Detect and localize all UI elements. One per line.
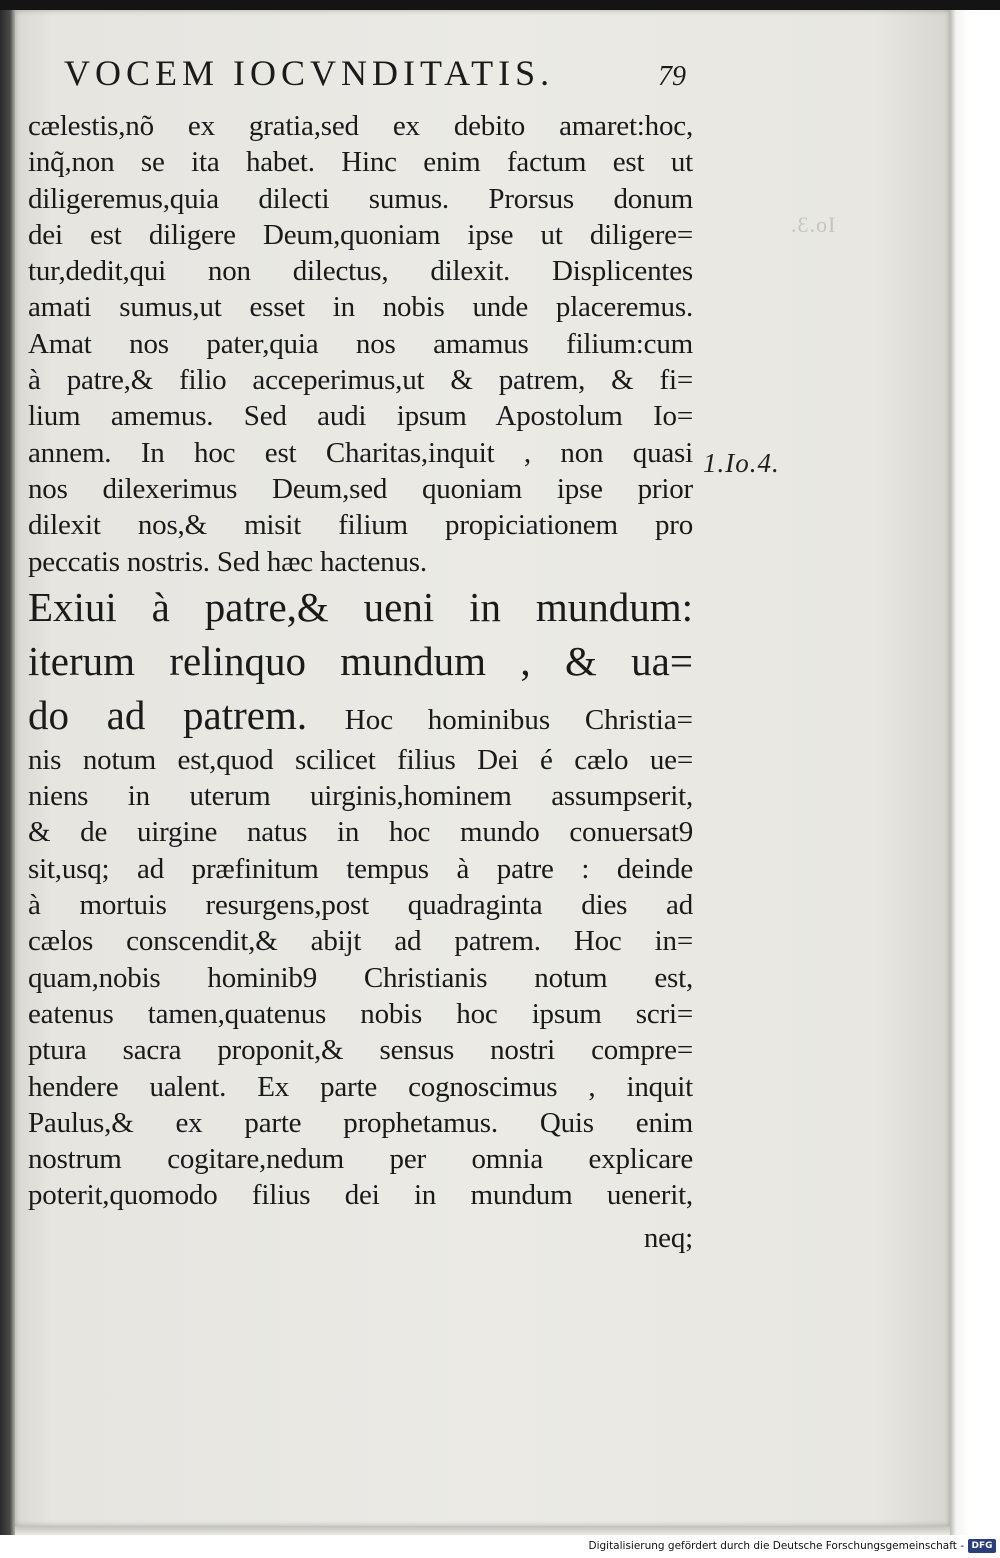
lemma-line-with-text — [28, 688, 693, 742]
text-line: eatenus tamen,quatenus nobis hoc ipsum scri= — [28, 997, 693, 1030]
catchword: neq; — [643, 1221, 693, 1254]
text-line: annem. In hoc est Charitas,inquit , non quasi — [28, 436, 693, 469]
text-line: à mortuis resurgens,post quadraginta dies ad — [28, 889, 693, 922]
text-line: dilexit nos,& misit filium propiciationem pro — [28, 509, 693, 542]
text-line: amati sumus,ut esset in nobis unde placeremus. — [28, 291, 693, 324]
text-line: cælos conscendit,& abijt ad patrem. Hoc in= — [28, 925, 693, 958]
page-number: 79 — [658, 61, 686, 92]
text-line: nostrum cogitare,nedum per omnia explicare — [28, 1143, 693, 1176]
show-through-text: Io.3. — [790, 212, 836, 237]
page-header — [64, 52, 694, 102]
page-right-margin — [950, 10, 1000, 1535]
text-line: à patre,& filio acceperimus,ut & patrem, & fi= — [28, 364, 693, 397]
text-line: lium amemus. Sed audi ipsum Apostolum Io= — [28, 400, 693, 433]
scan-top-band — [0, 0, 1000, 10]
lemma-line: Exiui à patre,& ueni in mundum: — [28, 583, 693, 630]
text-line: inq̃,non se ita habet. Hinc enim factum est ut — [28, 146, 693, 179]
text-line: poterit,quomodo filius dei in mundum uenerit, — [28, 1179, 693, 1212]
commentary-start: Hoc hominibus Christia= — [344, 703, 694, 736]
digitization-credit: Digitalisierung gefördert durch die Deutsche Forschungsgemeinschaft - — [588, 1540, 964, 1552]
text-line: niens in uterum uirginis,hominem assumpserit, — [28, 780, 693, 813]
text-line: Paulus,& ex parte prophetamus. Quis enim — [28, 1106, 693, 1139]
text-line: Amat nos pater,quia nos amamus filium:cum — [28, 327, 693, 360]
text-line: cælestis,nõ ex gratia,sed ex debito amaret:hoc, — [28, 110, 693, 142]
text-line: tur,dedit,qui non dilectus, dilexit. Displicentes — [28, 255, 693, 288]
lemma-line: iterum relinquo mundum , & ua= — [28, 637, 693, 684]
running-title: VOCEM IOCVNDITATIS. — [64, 53, 555, 93]
text-line: hendere ualent. Ex parte cognoscimus , inquit — [28, 1070, 693, 1103]
dfg-logo: DFG — [968, 1539, 996, 1553]
text-line: nos dilexerimus Deum,sed quoniam ipse prior — [28, 472, 693, 505]
lemma-end: do ad patrem. — [28, 691, 308, 738]
text-line: nis notum est,quod scilicet filius Dei é cælo ue= — [28, 743, 693, 776]
text-line: peccatis nostris. Sed hæc hactenus. — [28, 545, 427, 578]
text-line: sit,usq; ad præfinitum tempus à patre : deinde — [28, 852, 693, 885]
text-line: quam,nobis hominib9 Christianis notum est, — [28, 961, 693, 994]
marginal-reference: 1.Io.4. — [703, 448, 780, 478]
text-line: dei est diligere Deum,quoniam ipse ut diligere= — [28, 218, 693, 251]
text-line: & de uirgine natus in hoc mundo conuersat9 — [28, 816, 693, 849]
body-text — [28, 108, 693, 1256]
page-bottom-edge — [15, 1526, 950, 1535]
text-line: diligeremus,quia dilecti sumus. Prorsus donum — [28, 182, 693, 215]
text-line: ptura sacra proponit,& sensus nostri compre= — [28, 1034, 693, 1067]
